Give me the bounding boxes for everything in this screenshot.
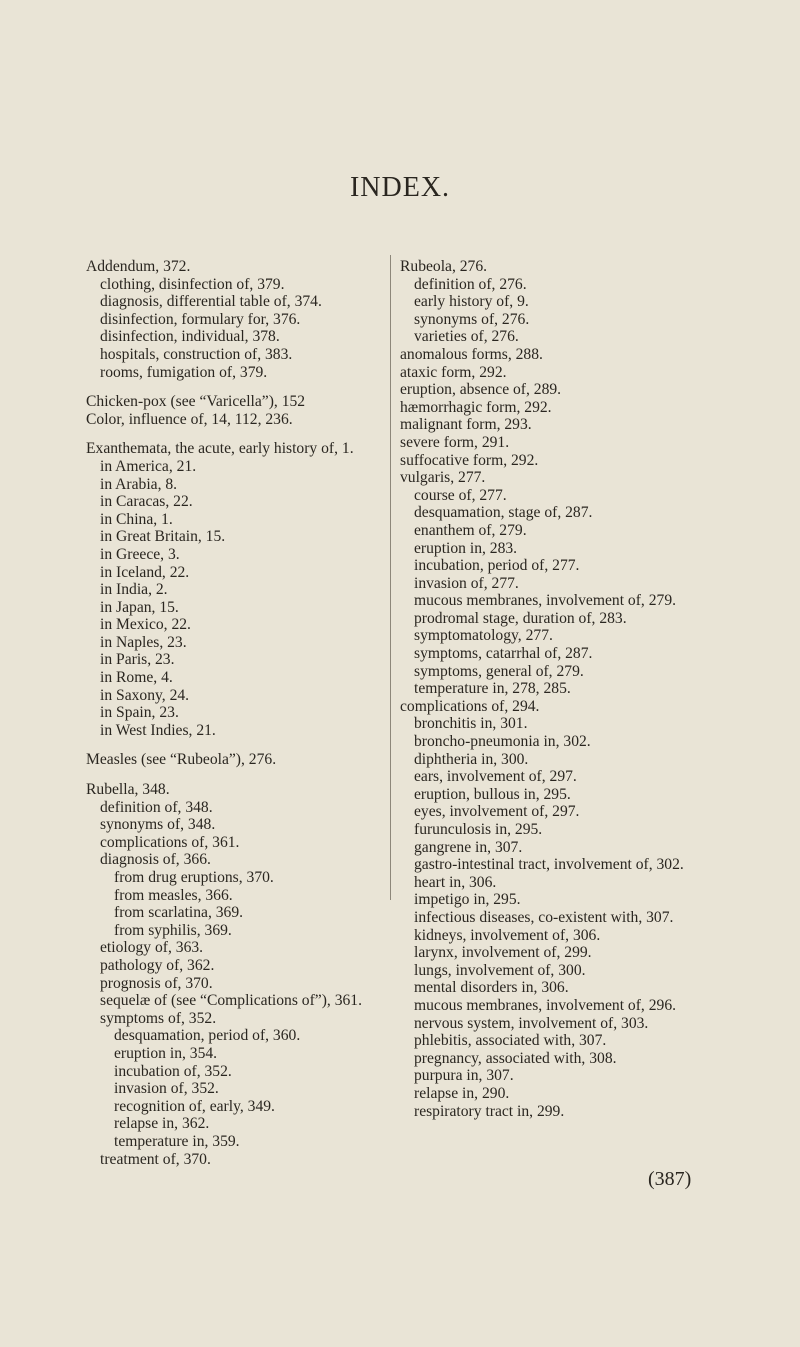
index-entry: vulgaris, 277. [400, 469, 486, 487]
index-entry: lungs, involvement of, 300. [414, 961, 586, 979]
index-entry: in Japan, 15. [100, 598, 179, 616]
column-divider [390, 255, 391, 900]
index-entry: diagnosis of, 366. [100, 851, 211, 869]
index-entry: synonyms of, 348. [100, 816, 216, 834]
index-entry: etiology of, 363. [100, 939, 204, 957]
index-entry: relapse in, 362. [114, 1115, 210, 1133]
index-entry: from syphilis, 369. [114, 921, 232, 939]
index-entry: mucous membranes, involvement of, 296. [414, 996, 677, 1014]
index-entry: in West Indies, 21. [100, 721, 216, 739]
index-entry: eruption in, 354. [114, 1044, 218, 1062]
index-entry: ears, involvement of, 297. [414, 768, 577, 786]
index-entry: prodromal stage, duration of, 283. [414, 609, 627, 627]
index-entry: relapse in, 290. [414, 1084, 510, 1102]
index-entry: symptomatology, 277. [414, 627, 553, 645]
index-entry: purpura in, 307. [414, 1067, 514, 1085]
index-entry: infectious diseases, co-existent with, 307. [414, 908, 674, 926]
index-column-right [400, 258, 722, 1120]
index-entry: disinfection, individual, 378. [100, 328, 280, 346]
index-entry: desquamation, stage of, 287. [414, 504, 593, 522]
index-entry: in Paris, 23. [100, 651, 175, 669]
index-entry: diagnosis, differential table of, 374. [100, 293, 322, 311]
index-entry: in Great Britain, 15. [100, 528, 226, 546]
index-entry: gastro-intestinal tract, involvement of, 302. [414, 856, 684, 874]
page-number: (387) [648, 1168, 692, 1190]
index-entry: incubation of, 352. [114, 1062, 232, 1080]
index-entry: Rubella, 348. [86, 781, 170, 799]
index-entry: Addendum, 372. [86, 258, 191, 275]
index-entry: symptoms of, 352. [100, 1009, 217, 1027]
index-column-left [86, 258, 386, 1168]
index-entry: pathology of, 362. [100, 956, 215, 974]
index-entry: Color, influence of, 14, 112, 236. [86, 410, 293, 428]
index-entry: prognosis of, 370. [100, 974, 213, 992]
index-entry: eruption, absence of, 289. [400, 381, 562, 399]
index-entry: pregnancy, associated with, 308. [414, 1049, 617, 1067]
index-entry: gangrene in, 307. [414, 838, 523, 856]
index-entry: symptoms, general of, 279. [414, 662, 584, 680]
index-entry: larynx, involvement of, 299. [414, 944, 592, 962]
index-entry: in Greece, 3. [100, 545, 180, 563]
index-entry: desquamation, period of, 360. [114, 1027, 301, 1045]
index-entry: in Iceland, 22. [100, 563, 190, 581]
index-entry: recognition of, early, 349. [114, 1097, 275, 1115]
index-entry: disinfection, formulary for, 376. [100, 310, 301, 328]
index-entry: diphtheria in, 300. [414, 750, 529, 768]
index-entry: nervous system, involvement of, 303. [414, 1014, 649, 1032]
index-entry: complications of, 361. [100, 833, 240, 851]
index-entry: eruption, bullous in, 295. [414, 785, 571, 803]
index-entry: hæmorrhagic form, 292. [400, 398, 552, 416]
index-entry: early history of, 9. [414, 293, 529, 311]
index-entry: severe form, 291. [400, 433, 510, 451]
index-entry: Measles (see “Rubeola”), 276. [86, 751, 277, 769]
index-entry: rooms, fumigation of, 379. [100, 363, 268, 381]
index-entry: eruption in, 283. [414, 539, 518, 557]
index-entry: temperature in, 278, 285. [414, 680, 571, 698]
index-entry: in Arabia, 8. [100, 475, 178, 493]
index-entry: mucous membranes, involvement of, 279. [414, 592, 677, 610]
index-entry: respiratory tract in, 299. [414, 1102, 565, 1120]
index-entry: definition of, 348. [100, 798, 213, 816]
index-entry: impetigo in, 295. [414, 891, 521, 909]
index-entry: symptoms, catarrhal of, 287. [414, 645, 593, 663]
index-entry: from scarlatina, 369. [114, 904, 244, 922]
index-entry: in Mexico, 22. [100, 616, 191, 634]
index-entry: hospitals, construction of, 383. [100, 345, 293, 363]
index-entry: in Spain, 23. [100, 704, 179, 722]
index-entry: furunculosis in, 295. [414, 821, 543, 838]
index-entry: synonyms of, 276. [414, 310, 530, 328]
index-entry: kidneys, involvement of, 306. [414, 926, 601, 944]
index-entry: broncho-pneumonia in, 302. [414, 733, 591, 751]
index-entry: Rubeola, 276. [400, 258, 488, 275]
index-entry: clothing, disinfection of, 379. [100, 275, 285, 293]
index-entry: from drug eruptions, 370. [114, 869, 274, 886]
index-entry: invasion of, 277. [414, 574, 519, 592]
index-entry: course of, 277. [414, 486, 507, 504]
index-entry: in Rome, 4. [100, 669, 173, 687]
index-entry: enanthem of, 279. [414, 521, 527, 539]
index-entry: in America, 21. [100, 457, 197, 475]
index-entry: malignant form, 293. [400, 416, 532, 434]
page-title: INDEX. [349, 172, 451, 203]
index-entry: heart in, 306. [414, 873, 497, 891]
index-entry: phlebitis, associated with, 307. [414, 1032, 607, 1050]
index-entry: Chicken-pox (see “Varicella”), 152 [86, 393, 306, 411]
index-entry: invasion of, 352. [114, 1080, 219, 1098]
index-entry: ataxic form, 292. [400, 363, 507, 381]
index-entry: treatment of, 370. [100, 1150, 211, 1168]
index-entry: sequelæ of (see “Complications of”), 361. [100, 992, 362, 1010]
index-entry: varieties of, 276. [414, 328, 519, 346]
index-entry: in India, 2. [100, 581, 168, 599]
index-entry: bronchitis in, 301. [414, 715, 528, 733]
index-entry: anomalous forms, 288. [400, 345, 543, 363]
index-entry: in China, 1. [100, 510, 173, 528]
index-entry: in Naples, 23. [100, 633, 187, 651]
index-entry: Exanthemata, the acute, early history of, 1. [86, 440, 354, 458]
index-entry: suffocative form, 292. [400, 451, 539, 469]
index-entry: from measles, 366. [114, 886, 233, 904]
index-entry: in Saxony, 24. [100, 686, 190, 704]
index-entry: eyes, involvement of, 297. [414, 803, 580, 821]
index-entry: incubation, period of, 277. [414, 557, 580, 575]
index-entry: complications of, 294. [400, 697, 540, 715]
index-entry: in Caracas, 22. [100, 493, 193, 511]
index-entry: mental disorders in, 306. [414, 979, 569, 997]
index-entry: temperature in, 359. [114, 1132, 240, 1150]
index-entry: definition of, 276. [414, 275, 527, 293]
